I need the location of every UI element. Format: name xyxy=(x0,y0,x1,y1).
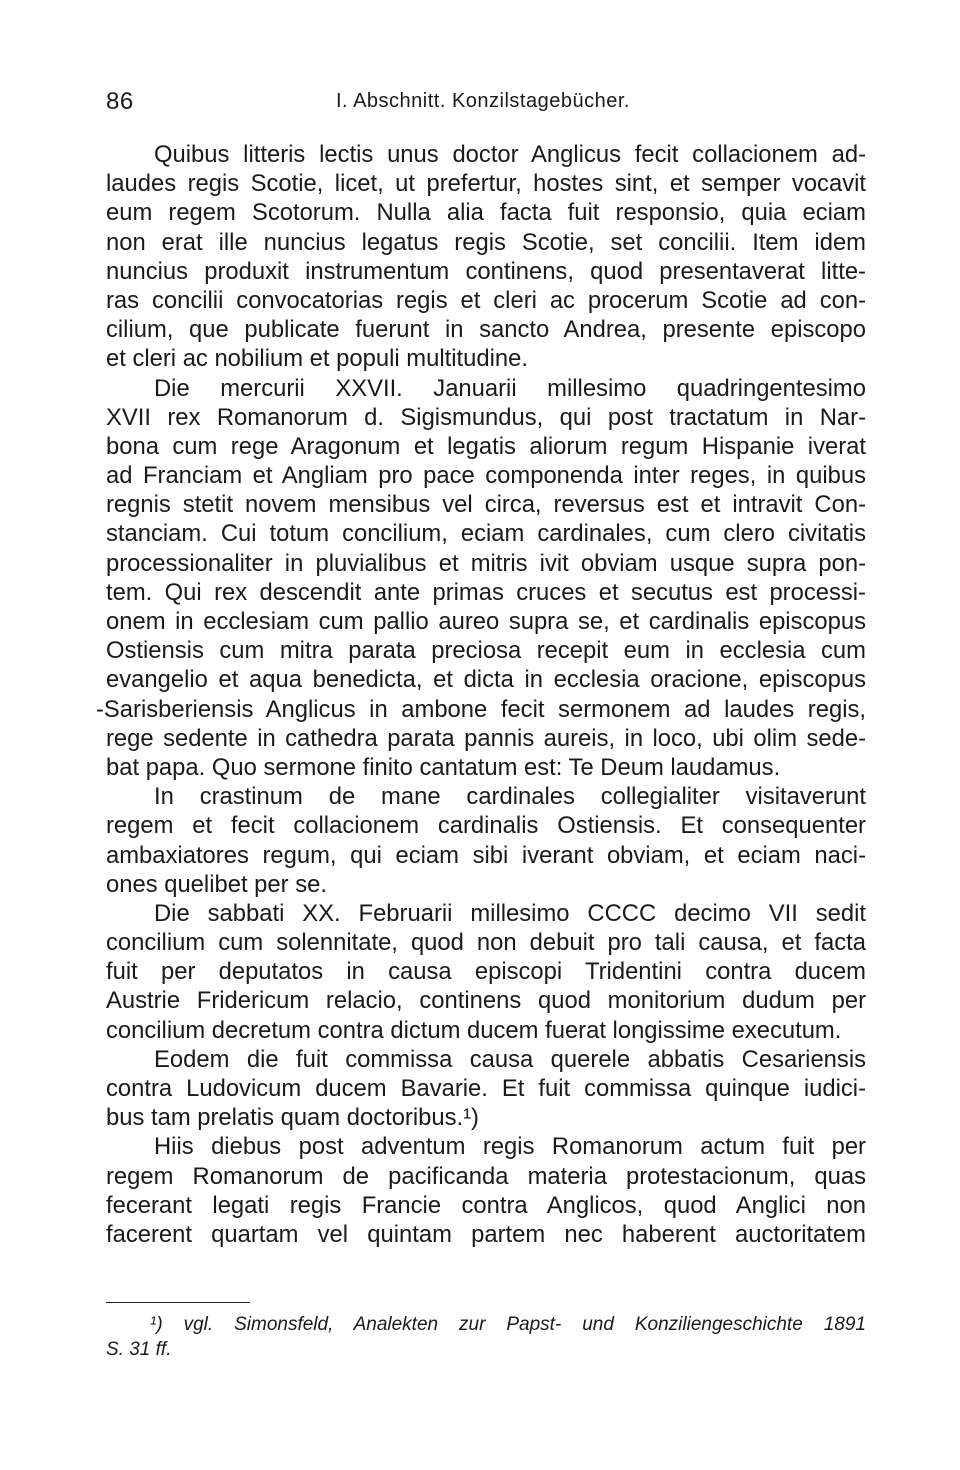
text-line: contra Ludovicum ducem Bavarie. Et fuit commissa quinque iudici- xyxy=(106,1075,866,1102)
text-line: bona cum rege Aragonum et legatis aliorum regum Hispanie iverat xyxy=(106,432,866,460)
text-line: Hiis diebus post adventum regis Romanorum actum fuit per xyxy=(154,1133,866,1161)
text-line: ras concilii convocatorias regis et cleri ac procerum Scotie ad con- xyxy=(106,286,866,314)
text-line: fuit per deputatos in causa episcopi Tridentini contra ducem xyxy=(106,958,866,986)
footnotes xyxy=(106,1312,866,1362)
text-line: Die sabbati XX. Februarii millesimo CCCC decimo VII sedit xyxy=(154,899,866,927)
text-line: ones quelibet per se. xyxy=(106,870,327,898)
running-head: I. Abschnitt. Konzilstagebücher. xyxy=(336,90,630,112)
text-line: concilium decretum contra dictum ducem fuerat longissime executum. xyxy=(106,1016,842,1044)
text-line: fecerant legati regis Francie contra Anglicos, quod Anglici non xyxy=(106,1191,866,1219)
text-line: laudes regis Scotie, licet, ut prefertur, hostes sint, et semper vocavit xyxy=(106,170,866,198)
text-line: bat papa. Quo sermone finito cantatum est: Te Deum laudamus. xyxy=(106,753,781,781)
text-line: concilium cum solennitate, quod non debuit pro tali causa, et facta xyxy=(106,929,866,957)
text-line: onem in ecclesiam cum pallio aureo supra se, et cardinalis episcopus xyxy=(106,608,866,635)
text-line: nuncius produxit instrumentum continens, quod presentaverat litte- xyxy=(106,257,866,285)
text-line: bus tam prelatis quam doctoribus.¹) xyxy=(106,1104,479,1132)
footnote-line: S. 31 ff. xyxy=(106,1339,172,1360)
page-number: 86 xyxy=(106,88,134,115)
text-line: cilium, que publicate fuerunt in sancto Andrea, presente episcopo xyxy=(106,316,866,344)
text-line: In crastinum de mane cardinales collegialiter visitaverunt xyxy=(154,783,866,811)
text-line: -Sarisberiensis Anglicus in ambone fecit sermonem ad laudes regis, xyxy=(96,695,866,723)
text-line: evangelio et aqua benedicta, et dicta in ecclesia oracione, episcopus xyxy=(106,666,866,694)
text-line: regem et fecit collacionem cardinalis Ostiensis. Et consequenter xyxy=(106,812,866,840)
text-line: regnis stetit novem mensibus vel circa, reversus est et intravit Con- xyxy=(106,491,866,519)
text-line: non erat ille nuncius legatus regis Scotie, set concilii. Item idem xyxy=(106,228,866,256)
text-line: facerent quartam vel quintam partem nec haberent auctoritatem xyxy=(106,1220,866,1248)
text-line: Ostiensis cum mitra parata preciosa recepit eum in ecclesia cum xyxy=(106,637,866,665)
text-line: Quibus litteris lectis unus doctor Anglicus fecit collacionem ad- xyxy=(154,141,866,168)
text-line: stanciam. Cui totum concilium, eciam cardinales, cum clero civitatis xyxy=(106,520,866,548)
text-line: rege sedente in cathedra parata pannis aureis, in loco, ubi olim sede- xyxy=(106,724,866,752)
text-line: Die mercurii XXVII. Januarii millesimo quadringentesimo xyxy=(154,374,866,402)
text-line: Austrie Fridericum relacio, continens quod monitorium dudum per xyxy=(106,987,866,1015)
text-line: ad Franciam et Angliam pro pace componenda inter reges, in quibus xyxy=(106,462,866,490)
text-line: Eodem die fuit commissa causa querele abbatis Cesariensis xyxy=(154,1045,866,1073)
text-line: et cleri ac nobilium et populi multitudine. xyxy=(106,345,528,373)
text-line: regem Romanorum de pacificanda materia protestacionum, quas xyxy=(106,1162,866,1190)
footnote-line: ¹) vgl. Simonsfeld, Analekten zur Papst- und Konziliengeschichte 1891 xyxy=(150,1314,866,1335)
page-header xyxy=(106,88,866,122)
footnote-rule xyxy=(106,1302,250,1303)
text-line: tem. Qui rex descendit ante primas cruces et secutus est processi- xyxy=(106,578,866,606)
text-line: XVII rex Romanorum d. Sigismundus, qui post tractatum in Nar- xyxy=(106,403,866,431)
body-text xyxy=(96,140,866,1249)
text-line: eum regem Scotorum. Nulla alia facta fuit responsio, quia eciam xyxy=(106,199,866,227)
text-line: ambaxiatores regum, qui eciam sibi iverant obviam, et eciam naci- xyxy=(106,841,866,869)
text-line: processionaliter in pluvialibus et mitris ivit obviam usque supra pon- xyxy=(106,549,866,577)
